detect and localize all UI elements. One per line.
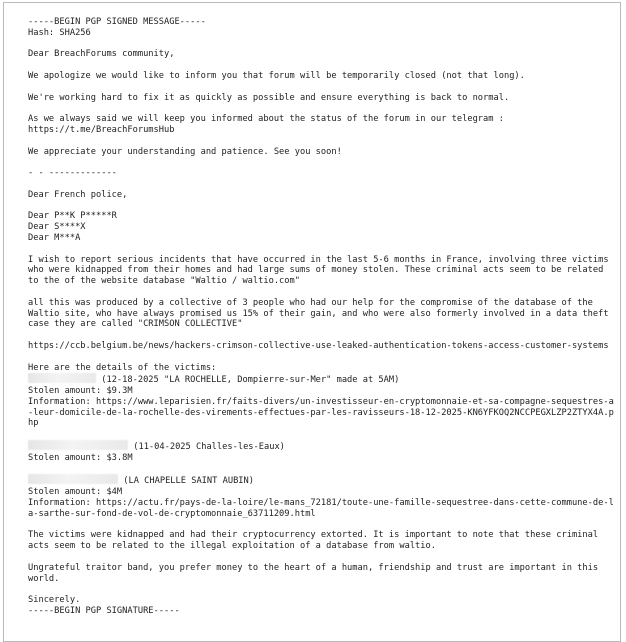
separator: - - ------------- bbox=[28, 168, 117, 179]
working-paragraph: We're working hard to fix it as quickly as possible and ensure everything is back to normal. bbox=[28, 92, 510, 103]
ungrateful-paragraph: Ungrateful traitor band, you prefer money to the heart of a human, friendship and trust are important in this world. bbox=[28, 562, 599, 584]
victim-place: (LA CHAPELLE SAINT AUBIN) bbox=[118, 476, 254, 487]
kidnapped-paragraph: The victims were kidnapped and had their cryptocurrency extorted. It is important to note that these criminal acts seem to be related to the illegal exploitation of a database from waltio. bbox=[28, 530, 599, 552]
dear-line: Dear M***A bbox=[28, 232, 81, 243]
victim-place: (12-18-2025 "LA ROCHELLE, Dompierre-sur-Mer" made at 5AM) bbox=[96, 375, 400, 386]
ccb-link: https://ccb.belgium.be/news/hackers-crimson-collective-use-leaked-authentication-tokens-access-customer-systems bbox=[28, 340, 609, 351]
telegram-paragraph: As we always said we will keep you informed about the status of the forum in our telegram : bbox=[28, 114, 504, 125]
redacted-name bbox=[28, 474, 118, 484]
incidents-paragraph: I wish to report serious incidents that have occurred in the last 5-6 months in France, involving three victims who were kidnapped from their homes and had large sums of money stolen. These criminal acts seem to be related to the of the website database "Waltio / waltio.com" bbox=[28, 254, 609, 287]
victim-stolen: Stolen amount: $3.8M bbox=[28, 452, 133, 463]
dear-line: Dear P**K P*****R bbox=[28, 211, 117, 222]
victim-place: (11-04-2025 Challes-les-Eaux) bbox=[128, 442, 285, 453]
collective-paragraph: all this was produced by a collective of 3 people who had our help for the compromise of the database of the Waltio site, who have always promised us 15% of their gain, and who were also formerly involved in a data theft case they are called "CRIMSON COLLECTIVE" bbox=[28, 297, 609, 330]
dear-line: Dear S****X bbox=[28, 222, 86, 233]
redacted-name bbox=[28, 440, 128, 450]
police-greeting: Dear French police, bbox=[28, 189, 128, 200]
victim-place-line bbox=[28, 373, 618, 386]
pgp-header: -----BEGIN PGP SIGNED MESSAGE----- bbox=[28, 17, 206, 27]
hash-line: Hash: SHA256 bbox=[28, 27, 91, 38]
victim-information: Information: https://actu.fr/pays-de-la-loire/le-mans_72181/toute-une-famille-sequestree-dans-cette-commune-de-la-sarthe-sur-fond-de-vol-de-cryptomonnaie_63711209.html bbox=[28, 498, 614, 519]
pgp-message-body bbox=[28, 17, 618, 617]
message-frame bbox=[3, 2, 621, 642]
victim-place-line bbox=[28, 474, 618, 487]
redacted-name bbox=[28, 373, 96, 383]
victims-intro: Here are the details of the victims: bbox=[28, 362, 217, 373]
telegram-link: https://t.me/BreachForumsHub bbox=[28, 124, 175, 135]
appreciate-paragraph: We appreciate your understanding and patience. See you soon! bbox=[28, 146, 342, 157]
sign-off: Sincerely. bbox=[28, 595, 81, 606]
pgp-signature: -----BEGIN PGP SIGNATURE----- bbox=[28, 606, 180, 617]
apology-paragraph: We apologize we would like to inform you that forum will be temporarily closed (not that long). bbox=[28, 70, 525, 81]
victim-information: Information: https://www.leparisien.fr/faits-divers/un-investisseur-en-cryptomonnaie-et-sa-compagne-sequestres-a-leur-domicile-de-la-rochelle-des-virements-effectues-par-les-ravisseurs-18-12-2025-KN6YFKOQ2NCCPEGXLZP2ZTYX4A.php bbox=[28, 396, 614, 429]
victim-stolen: Stolen amount: $4M bbox=[28, 487, 123, 498]
victim-stolen: Stolen amount: $9.3M bbox=[28, 386, 133, 397]
greeting: Dear BreachForums community, bbox=[28, 49, 175, 60]
victim-place-line bbox=[28, 440, 618, 453]
